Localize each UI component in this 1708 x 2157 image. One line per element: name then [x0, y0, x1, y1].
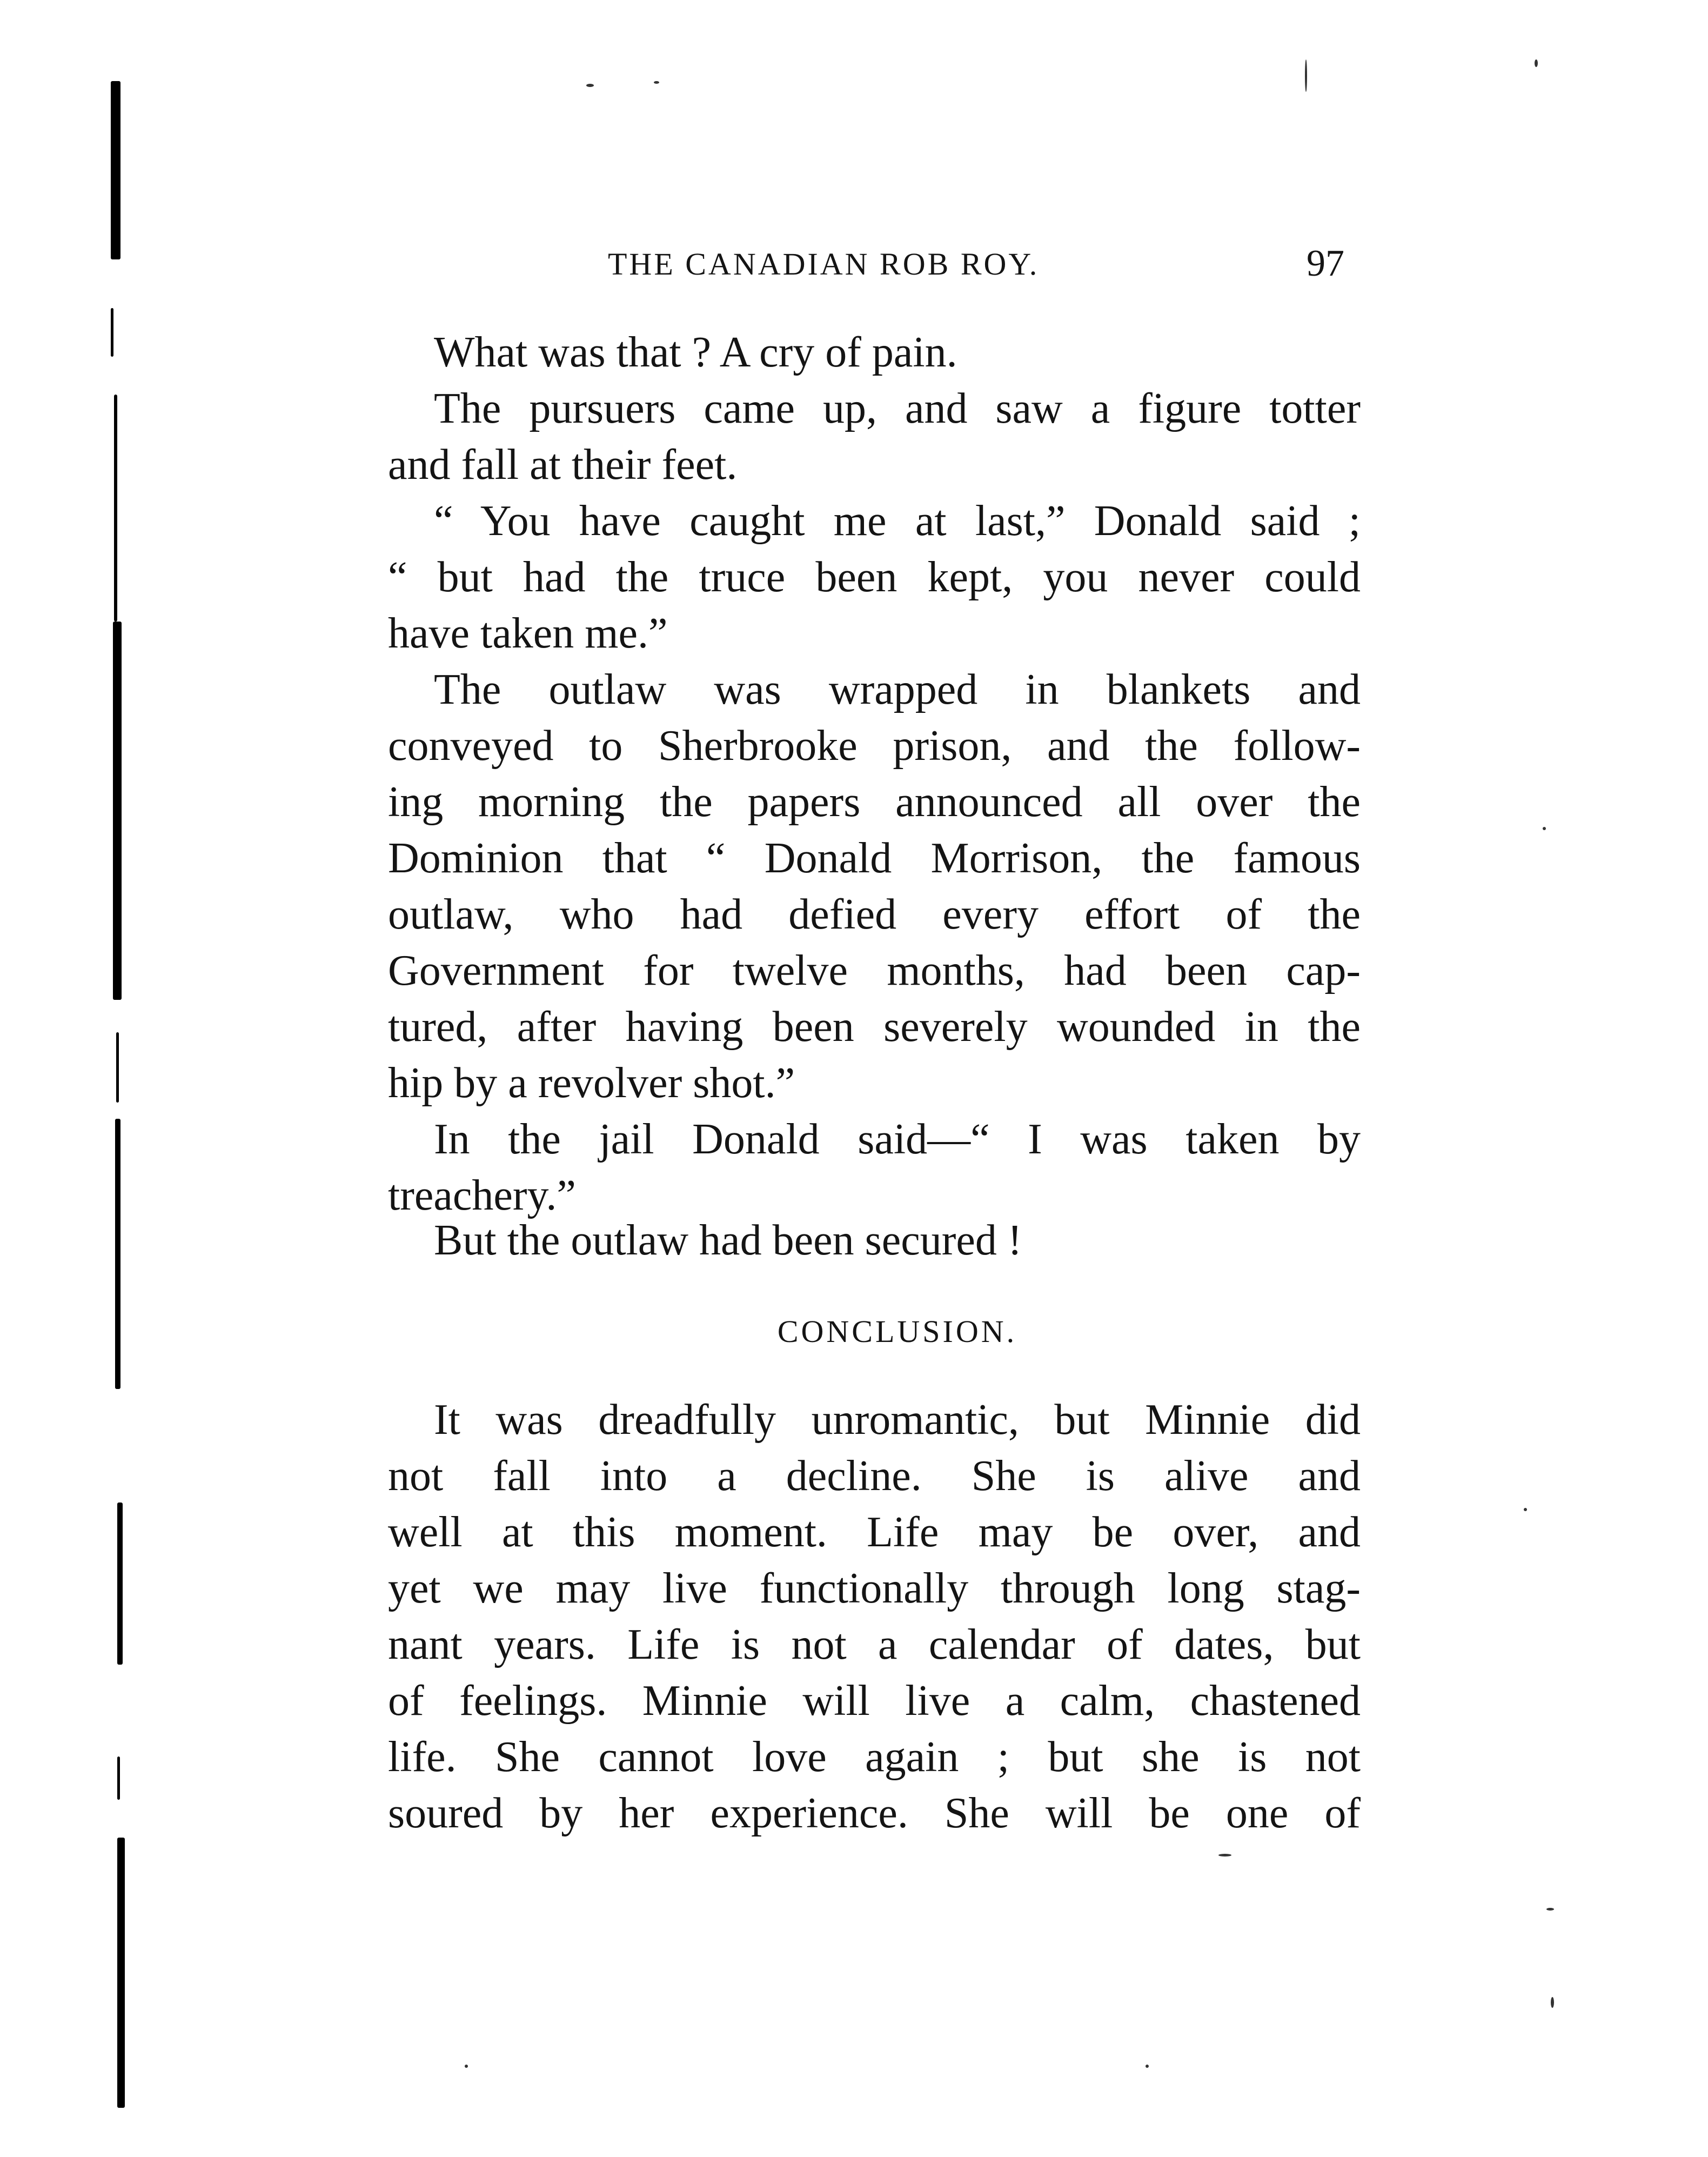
text-line: What was that ? A cry of pain.	[434, 329, 957, 376]
scan-speck	[1535, 59, 1538, 67]
text-line: It was dreadfully unromantic, but Minnie did	[434, 1396, 1361, 1444]
text-line: Dominion that “ Donald Morrison, the famous	[388, 834, 1361, 882]
text-line: nant years. Life is not a calendar of dates, but	[388, 1621, 1361, 1668]
text-line: The pursuers came up, and saw a figure totter	[434, 385, 1361, 432]
running-title: THE CANADIAN ROB ROY.	[608, 246, 1040, 282]
scan-speck	[1551, 1997, 1554, 2008]
text-line: yet we may live functionally through long stag-	[388, 1565, 1361, 1612]
text-line: The outlaw was wrapped in blankets and	[434, 666, 1361, 713]
scan-speck	[1305, 59, 1307, 92]
scan-speck	[1524, 1508, 1527, 1511]
text-line: “ but had the truce been kept, you never could	[388, 553, 1361, 601]
text-line: “ You have caught me at last,” Donald said ;	[434, 497, 1361, 545]
text-line: well at this moment. Life may be over, and	[388, 1508, 1361, 1556]
text-line: conveyed to Sherbrooke prison, and the follow-	[388, 722, 1361, 770]
text-line: tured, after having been severely wounded in the	[388, 1003, 1361, 1051]
body-text-part1	[388, 324, 1361, 1265]
scan-speck	[465, 2065, 468, 2068]
text-line: Government for twelve months, had been cap-	[388, 947, 1361, 994]
text-line: ing morning the papers announced all over the	[388, 778, 1361, 826]
text-line: of feelings. Minnie will live a calm, chastened	[388, 1677, 1361, 1725]
text-line: outlaw, who had defied every effort of the	[388, 891, 1361, 938]
text-line: life. She cannot love again ; but she is not	[388, 1733, 1361, 1781]
text-line: In the jail Donald said—“ I was taken by	[434, 1116, 1361, 1163]
page-number: 97	[1307, 243, 1344, 284]
body-text-part2	[388, 1392, 1361, 1841]
text-line: But the outlaw had been secured !	[434, 1217, 1022, 1264]
section-heading: CONCLUSION.	[777, 1314, 1017, 1349]
scan-speck	[654, 81, 659, 84]
text-line: and fall at their feet.	[388, 441, 738, 489]
scan-speck	[1546, 1908, 1554, 1911]
text-line: hip by a revolver shot.”	[388, 1059, 795, 1107]
text-line: not fall into a decline. She is alive and	[388, 1452, 1361, 1500]
scan-speck	[1218, 1854, 1231, 1857]
text-line: treachery.”	[388, 1172, 576, 1219]
scan-speck	[1543, 827, 1546, 830]
scan-speck	[586, 84, 594, 87]
text-line: soured by her experience. She will be one of	[388, 1789, 1361, 1837]
text-line: have taken me.”	[388, 610, 668, 657]
scan-speck	[1146, 2065, 1149, 2068]
binding-edge-shadow	[111, 81, 132, 2081]
